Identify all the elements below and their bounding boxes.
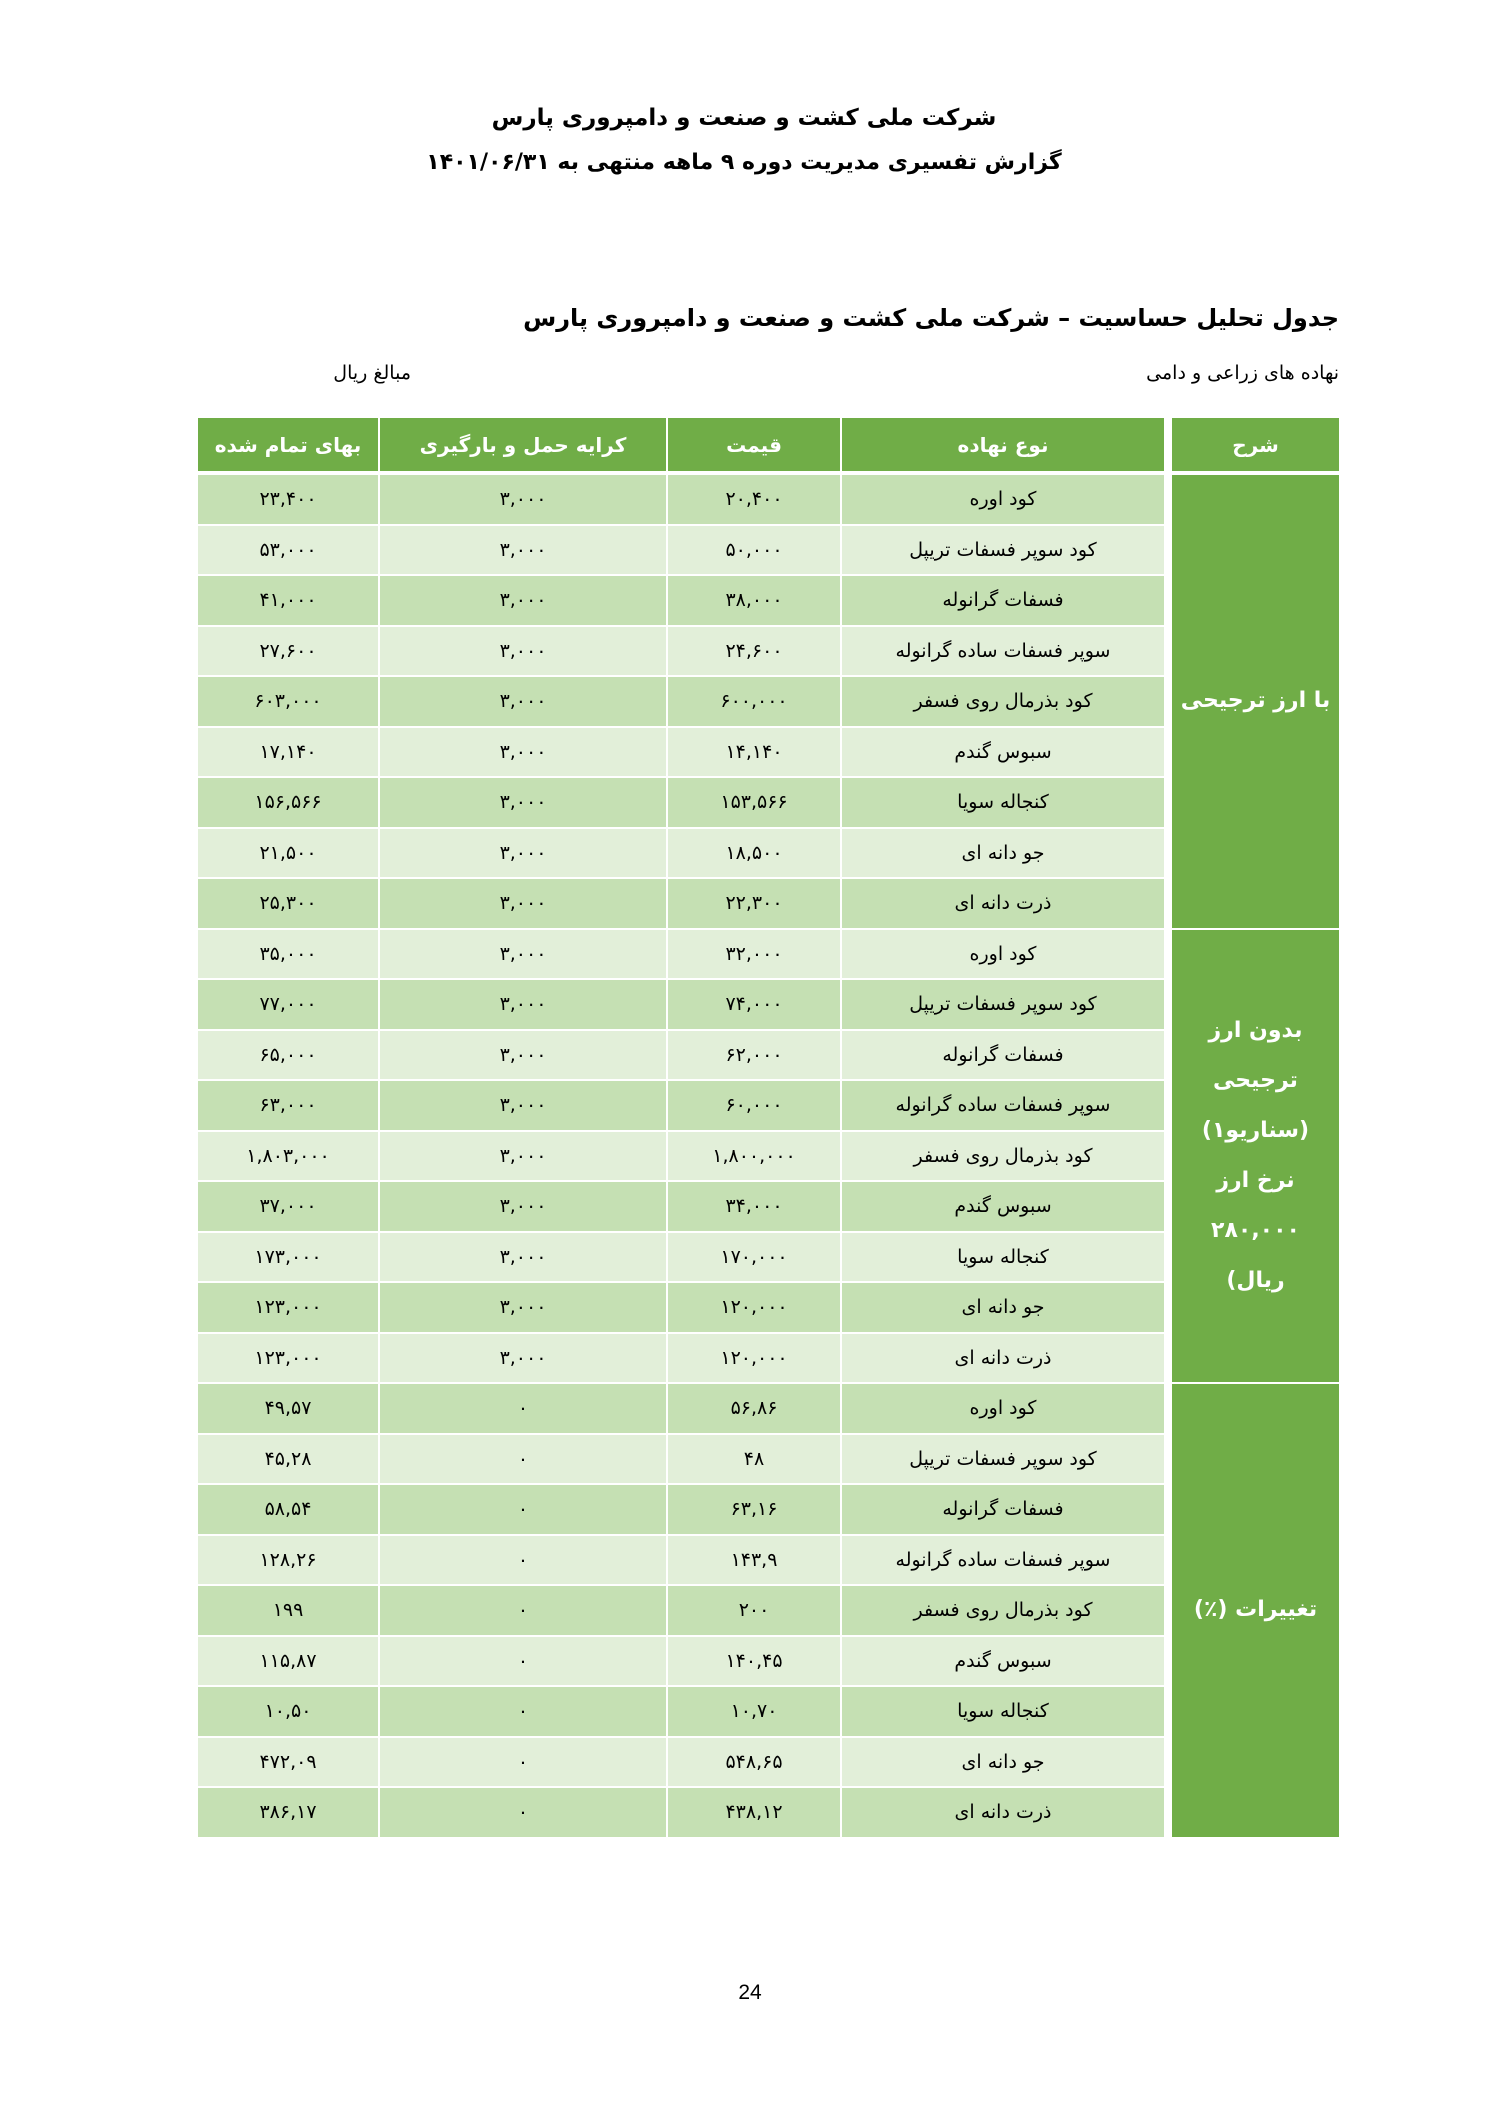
group-label bbox=[1194, 1585, 1317, 1635]
table-row bbox=[198, 1788, 1164, 1837]
company-name: شرکت ملی کشت و صنعت و دامپروری پارس bbox=[491, 105, 997, 131]
freight-cell: ۳,۰۰۰ bbox=[380, 1182, 666, 1231]
freight-cell: ۳,۰۰۰ bbox=[380, 778, 666, 827]
table-subtitle: نهاده های زراعی و دامی bbox=[1146, 362, 1339, 384]
input-type-cell: کنجاله سویا bbox=[842, 1687, 1164, 1736]
column-header-description: شرح bbox=[1172, 418, 1339, 471]
table-row bbox=[198, 778, 1164, 827]
price-cell: ۶۰۰,۰۰۰ bbox=[668, 677, 840, 726]
freight-cell: ۰ bbox=[380, 1536, 666, 1585]
total-cost-cell: ۶۰۳,۰۰۰ bbox=[198, 677, 378, 726]
freight-cell: ۰ bbox=[380, 1788, 666, 1837]
page-number: 24 bbox=[738, 1981, 762, 2004]
price-cell: ۱۷۰,۰۰۰ bbox=[668, 1233, 840, 1282]
price-cell: ۵۶,۸۶ bbox=[668, 1384, 840, 1433]
total-cost-cell: ۴۹,۵۷ bbox=[198, 1384, 378, 1433]
input-type-cell: کود اوره bbox=[842, 930, 1164, 979]
freight-cell: ۳,۰۰۰ bbox=[380, 576, 666, 625]
input-type-cell: ذرت دانه ای bbox=[842, 1788, 1164, 1837]
price-cell: ۱۴۰,۴۵ bbox=[668, 1637, 840, 1686]
table-row bbox=[198, 526, 1164, 575]
table-row bbox=[198, 576, 1164, 625]
group-label-cell bbox=[1172, 930, 1339, 1383]
price-cell: ۲۴,۶۰۰ bbox=[668, 627, 840, 676]
group-label-line: بدون ارز bbox=[1208, 1017, 1303, 1043]
input-type-cell: ذرت دانه ای bbox=[842, 879, 1164, 928]
input-type-cell: کود بذرمال روی فسفر bbox=[842, 1132, 1164, 1181]
total-cost-cell: ۱۰,۵۰ bbox=[198, 1687, 378, 1736]
total-cost-cell: ۱۷۳,۰۰۰ bbox=[198, 1233, 378, 1282]
table-row bbox=[198, 677, 1164, 726]
total-cost-cell: ۱۲۸,۲۶ bbox=[198, 1536, 378, 1585]
freight-cell: ۳,۰۰۰ bbox=[380, 526, 666, 575]
price-cell: ۵۴۸,۶۵ bbox=[668, 1738, 840, 1787]
freight-cell: ۳,۰۰۰ bbox=[380, 627, 666, 676]
table-row bbox=[198, 1031, 1164, 1080]
price-cell: ۲۲,۳۰۰ bbox=[668, 879, 840, 928]
input-type-cell: سبوس گندم bbox=[842, 1182, 1164, 1231]
input-type-cell: کنجاله سویا bbox=[842, 778, 1164, 827]
column-header-price: قیمت bbox=[668, 418, 840, 471]
price-cell: ۱۴,۱۴۰ bbox=[668, 728, 840, 777]
price-cell: ۶۲,۰۰۰ bbox=[668, 1031, 840, 1080]
input-type-cell: سوپر فسفات ساده گرانوله bbox=[842, 627, 1164, 676]
total-cost-cell: ۲۱,۵۰۰ bbox=[198, 829, 378, 878]
group-label-line: نرخ ارز bbox=[1216, 1167, 1295, 1193]
price-cell: ۱۰,۷۰ bbox=[668, 1687, 840, 1736]
input-type-cell: کود سوپر فسفات تریپل bbox=[842, 980, 1164, 1029]
total-cost-cell: ۷۷,۰۰۰ bbox=[198, 980, 378, 1029]
total-cost-cell: ۱۲۳,۰۰۰ bbox=[198, 1334, 378, 1383]
price-cell: ۱,۸۰۰,۰۰۰ bbox=[668, 1132, 840, 1181]
group-label bbox=[1202, 1006, 1309, 1306]
table-row bbox=[198, 1334, 1164, 1383]
group-label-line: ترجیحی bbox=[1213, 1067, 1298, 1093]
freight-cell: ۳,۰۰۰ bbox=[380, 1081, 666, 1130]
price-cell: ۵۰,۰۰۰ bbox=[668, 526, 840, 575]
group-label-cell bbox=[1172, 475, 1339, 928]
report-title: گزارش تفسیری مدیریت دوره ۹ ماهه منتهی به ۱۴۰۱/۰۶/۳۱ bbox=[426, 150, 1062, 175]
table-row bbox=[198, 1081, 1164, 1130]
freight-cell: ۰ bbox=[380, 1384, 666, 1433]
group-label-cell bbox=[1172, 1384, 1339, 1837]
freight-cell: ۳,۰۰۰ bbox=[380, 728, 666, 777]
table-row bbox=[198, 1738, 1164, 1787]
total-cost-cell: ۱۹۹ bbox=[198, 1586, 378, 1635]
input-type-cell: کود اوره bbox=[842, 1384, 1164, 1433]
input-type-cell: جو دانه ای bbox=[842, 829, 1164, 878]
input-type-cell: کود بذرمال روی فسفر bbox=[842, 677, 1164, 726]
input-type-cell: جو دانه ای bbox=[842, 1738, 1164, 1787]
price-cell: ۱۸,۵۰۰ bbox=[668, 829, 840, 878]
price-cell: ۲۰,۴۰۰ bbox=[668, 475, 840, 524]
table-title: جدول تحلیل حساسیت – شرکت ملی کشت و صنعت و دامپروری پارس bbox=[523, 304, 1339, 332]
freight-cell: ۰ bbox=[380, 1637, 666, 1686]
freight-cell: ۳,۰۰۰ bbox=[380, 677, 666, 726]
input-type-cell: فسفات گرانوله bbox=[842, 1485, 1164, 1534]
table-row bbox=[198, 1586, 1164, 1635]
total-cost-cell: ۱۲۳,۰۰۰ bbox=[198, 1283, 378, 1332]
total-cost-cell: ۲۷,۶۰۰ bbox=[198, 627, 378, 676]
amount-unit-label: مبالغ ریال bbox=[333, 362, 411, 384]
column-header-input-type: نوع نهاده bbox=[842, 418, 1164, 471]
price-cell: ۱۴۳,۹ bbox=[668, 1536, 840, 1585]
total-cost-cell: ۳۷,۰۰۰ bbox=[198, 1182, 378, 1231]
input-type-cell: کود سوپر فسفات تریپل bbox=[842, 1435, 1164, 1484]
table-row bbox=[198, 1687, 1164, 1736]
input-type-cell: ذرت دانه ای bbox=[842, 1334, 1164, 1383]
total-cost-cell: ۴۱,۰۰۰ bbox=[198, 576, 378, 625]
table-row bbox=[198, 1536, 1164, 1585]
total-cost-cell: ۲۵,۳۰۰ bbox=[198, 879, 378, 928]
freight-cell: ۰ bbox=[380, 1485, 666, 1534]
input-type-cell: کود سوپر فسفات تریپل bbox=[842, 526, 1164, 575]
table-row bbox=[198, 1485, 1164, 1534]
table-row bbox=[198, 980, 1164, 1029]
freight-cell: ۳,۰۰۰ bbox=[380, 980, 666, 1029]
sensitivity-table bbox=[198, 418, 1339, 1838]
table-row bbox=[198, 1435, 1164, 1484]
price-cell: ۳۸,۰۰۰ bbox=[668, 576, 840, 625]
total-cost-cell: ۱۱۵,۸۷ bbox=[198, 1637, 378, 1686]
freight-cell: ۳,۰۰۰ bbox=[380, 930, 666, 979]
price-cell: ۳۴,۰۰۰ bbox=[668, 1182, 840, 1231]
freight-cell: ۳,۰۰۰ bbox=[380, 1132, 666, 1181]
input-type-cell: کنجاله سویا bbox=[842, 1233, 1164, 1282]
freight-cell: ۳,۰۰۰ bbox=[380, 1334, 666, 1383]
total-cost-cell: ۱۷,۱۴۰ bbox=[198, 728, 378, 777]
freight-cell: ۳,۰۰۰ bbox=[380, 879, 666, 928]
price-cell: ۶۰,۰۰۰ bbox=[668, 1081, 840, 1130]
input-type-cell: سبوس گندم bbox=[842, 728, 1164, 777]
group-label-line: (سناریو۱) bbox=[1201, 1117, 1310, 1143]
price-cell: ۴۳۸,۱۲ bbox=[668, 1788, 840, 1837]
table-row bbox=[198, 829, 1164, 878]
input-type-cell: سوپر فسفات ساده گرانوله bbox=[842, 1081, 1164, 1130]
input-type-cell: سوپر فسفات ساده گرانوله bbox=[842, 1536, 1164, 1585]
freight-cell: ۰ bbox=[380, 1687, 666, 1736]
column-header-total-cost: بهای تمام شده bbox=[198, 418, 378, 471]
total-cost-cell: ۳۵,۰۰۰ bbox=[198, 930, 378, 979]
input-type-cell: کود بذرمال روی فسفر bbox=[842, 1586, 1164, 1635]
total-cost-cell: ۶۳,۰۰۰ bbox=[198, 1081, 378, 1130]
table-row bbox=[198, 627, 1164, 676]
input-type-cell: فسفات گرانوله bbox=[842, 1031, 1164, 1080]
group-label-line: ۲۸۰,۰۰۰ bbox=[1211, 1217, 1300, 1243]
total-cost-cell: ۱,۸۰۳,۰۰۰ bbox=[198, 1132, 378, 1181]
price-cell: ۷۴,۰۰۰ bbox=[668, 980, 840, 1029]
table-row bbox=[198, 475, 1164, 524]
table-row bbox=[198, 879, 1164, 928]
total-cost-cell: ۲۳,۴۰۰ bbox=[198, 475, 378, 524]
price-cell: ۳۲,۰۰۰ bbox=[668, 930, 840, 979]
freight-cell: ۰ bbox=[380, 1586, 666, 1635]
freight-cell: ۳,۰۰۰ bbox=[380, 1233, 666, 1282]
freight-cell: ۰ bbox=[380, 1738, 666, 1787]
freight-cell: ۳,۰۰۰ bbox=[380, 475, 666, 524]
freight-cell: ۰ bbox=[380, 1435, 666, 1484]
table-row bbox=[198, 1283, 1164, 1332]
total-cost-cell: ۳۸۶,۱۷ bbox=[198, 1788, 378, 1837]
freight-cell: ۳,۰۰۰ bbox=[380, 829, 666, 878]
total-cost-cell: ۱۵۶,۵۶۶ bbox=[198, 778, 378, 827]
freight-cell: ۳,۰۰۰ bbox=[380, 1283, 666, 1332]
total-cost-cell: ۴۷۲,۰۹ bbox=[198, 1738, 378, 1787]
freight-cell: ۳,۰۰۰ bbox=[380, 1031, 666, 1080]
input-type-cell: جو دانه ای bbox=[842, 1283, 1164, 1332]
price-cell: ۶۳,۱۶ bbox=[668, 1485, 840, 1534]
group-label bbox=[1181, 676, 1331, 726]
table-row bbox=[198, 1182, 1164, 1231]
input-type-cell: کود اوره bbox=[842, 475, 1164, 524]
input-type-cell: سبوس گندم bbox=[842, 1637, 1164, 1686]
price-cell: ۱۲۰,۰۰۰ bbox=[668, 1334, 840, 1383]
total-cost-cell: ۶۵,۰۰۰ bbox=[198, 1031, 378, 1080]
table-row bbox=[198, 930, 1164, 979]
table-row bbox=[198, 1132, 1164, 1181]
column-header-freight: کرایه حمل و بارگیری bbox=[380, 418, 666, 471]
table-row bbox=[198, 1233, 1164, 1282]
group-label-line: با ارز ترجیحی bbox=[1180, 688, 1331, 714]
group-label-line: ریال) bbox=[1226, 1267, 1285, 1293]
price-cell: ۲۰۰ bbox=[668, 1586, 840, 1635]
table-row bbox=[198, 1384, 1164, 1433]
total-cost-cell: ۵۳,۰۰۰ bbox=[198, 526, 378, 575]
price-cell: ۱۲۰,۰۰۰ bbox=[668, 1283, 840, 1332]
input-type-cell: فسفات گرانوله bbox=[842, 576, 1164, 625]
total-cost-cell: ۴۵,۲۸ bbox=[198, 1435, 378, 1484]
table-row bbox=[198, 728, 1164, 777]
price-cell: ۱۵۳,۵۶۶ bbox=[668, 778, 840, 827]
table-row bbox=[198, 1637, 1164, 1686]
group-label-line: تغییرات (٪) bbox=[1193, 1597, 1318, 1623]
total-cost-cell: ۵۸,۵۴ bbox=[198, 1485, 378, 1534]
price-cell: ۴۸ bbox=[668, 1435, 840, 1484]
